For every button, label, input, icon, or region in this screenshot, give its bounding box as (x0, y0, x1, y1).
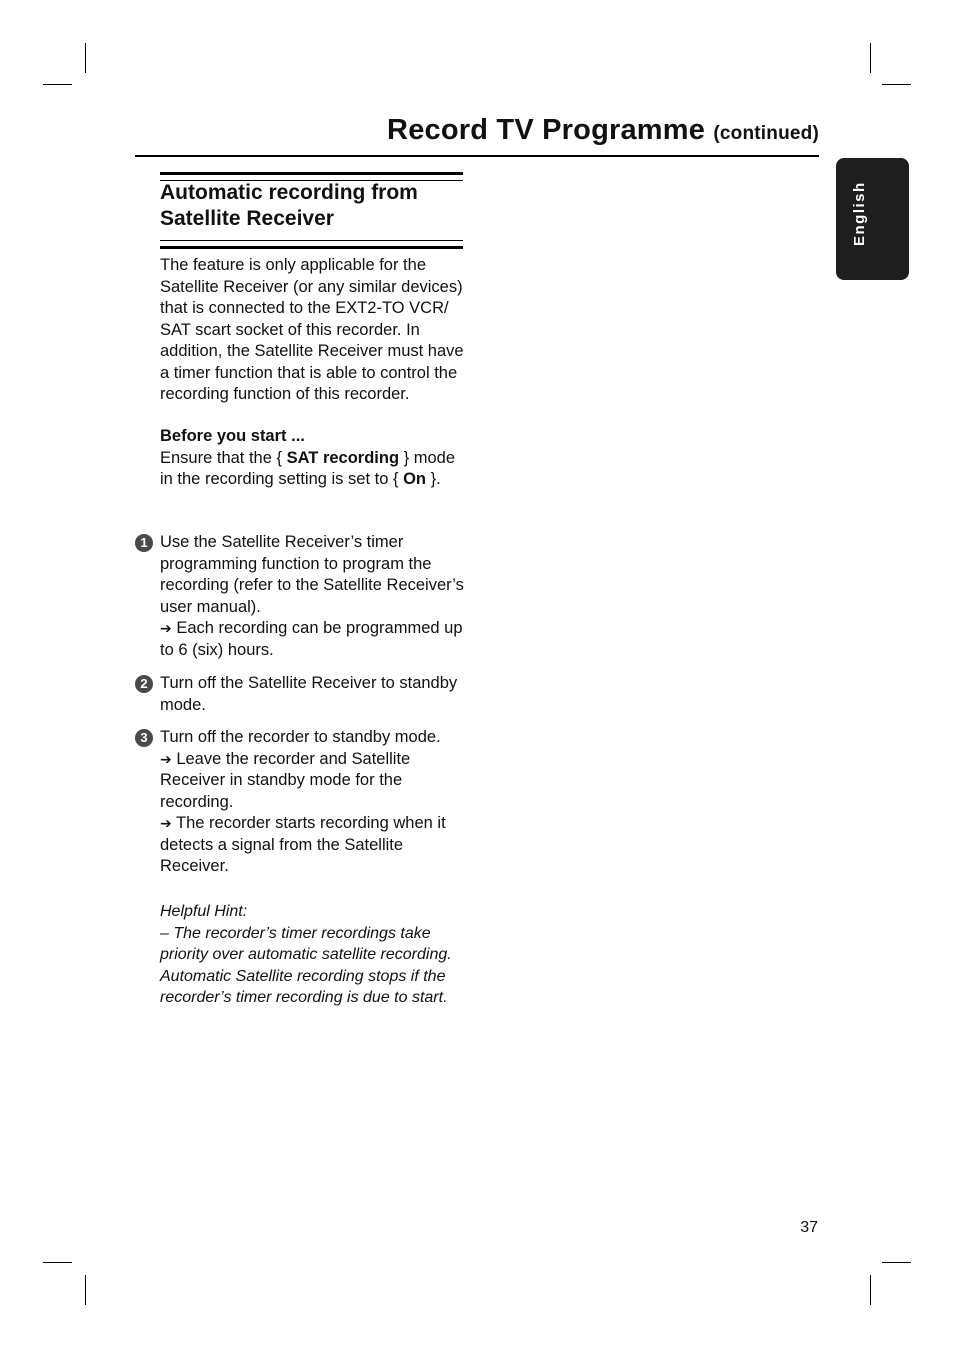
crop-mark (85, 1275, 86, 1305)
crop-mark (85, 43, 86, 73)
step-3 (160, 727, 466, 878)
step-2-text: Turn off the Satellite Receiver to standby mode. (160, 674, 458, 714)
language-tab (836, 158, 909, 280)
before-text-3: }. (425, 470, 441, 488)
crop-mark (870, 43, 871, 73)
before-heading: Before you start ... (160, 427, 305, 445)
step-2 (160, 673, 466, 716)
hint-title: Helpful Hint: (160, 903, 248, 920)
language-tab-label: English (851, 181, 868, 246)
arrow-icon: ➔ (160, 750, 172, 767)
step-3-note-2: The recorder starts recording when it detects a signal from the Satellite Receiver. (160, 814, 446, 875)
page-title (387, 114, 819, 147)
crop-mark (870, 1275, 871, 1305)
page-number: 37 (800, 1219, 818, 1236)
arrow-icon: ➔ (160, 815, 172, 831)
step-2-number: 2 (135, 675, 153, 693)
step-1 (160, 532, 466, 661)
crop-mark (882, 1262, 911, 1263)
title-rule (135, 155, 819, 157)
helpful-hint (160, 901, 466, 1009)
before-text-2: } mode in the recording setting is set to { (160, 448, 456, 488)
before-you-start (160, 426, 466, 491)
section-heading: Automatic recording from Satellite Receiver (160, 181, 418, 230)
page-title-text: Record TV Programme (387, 114, 706, 146)
step-3-number: 3 (135, 729, 153, 747)
hint-text: – The recorder’s timer recordings take priority over automatic satellite recording. Automatic Satellite recording stops if the recorder’s timer recording is due to start. (160, 924, 452, 1006)
on-value: On (403, 470, 426, 488)
intro-paragraph: The feature is only applicable for the Satellite Receiver (or any similar devices) that is connected to the EXT2-TO VCR/ SAT scart socket of this recorder. In addition, the Satellite Receiver must have a timer function that is able to control the recording function of this recorder. (160, 256, 464, 403)
step-1-text: Use the Satellite Receiver’s timer programming function to program the recording (refer to the Satellite Receiver’s user manual). (160, 533, 464, 616)
step-3-text: Turn off the recorder to standby mode. (160, 728, 441, 746)
step-1-note: Each recording can be programmed up to 6 (six) hours. (160, 619, 463, 659)
step-3-note-1: Leave the recorder and Satellite Receiver in standby mode for the recording. (160, 749, 411, 811)
continued-label: (continued) (713, 123, 819, 144)
crop-mark (43, 84, 72, 85)
arrow-icon: ➔ (160, 620, 172, 636)
section-rule-bottom (160, 240, 463, 249)
crop-mark (882, 84, 911, 85)
before-text-1: Ensure that the { (160, 448, 287, 467)
step-1-number: 1 (135, 534, 153, 552)
crop-mark (43, 1262, 72, 1263)
sat-recording-setting: SAT recording (286, 448, 400, 467)
